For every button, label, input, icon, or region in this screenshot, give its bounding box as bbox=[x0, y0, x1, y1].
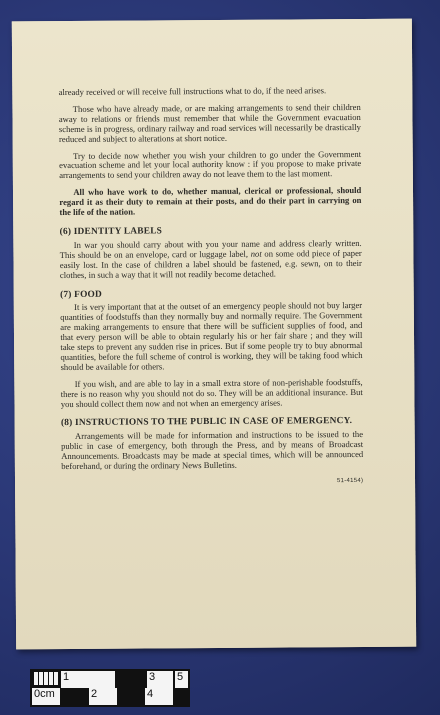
print-code: 51-4154) bbox=[336, 477, 364, 485]
scale-dark-1 bbox=[61, 688, 89, 705]
section-heading-instructions: (8) INSTRUCTIONS TO THE PUBLIC IN CASE OF EMERGENCY. bbox=[60, 416, 353, 429]
scale-label-5: 5 bbox=[175, 671, 188, 688]
scale-label-1: 1 bbox=[61, 671, 115, 688]
scale-bar bbox=[30, 669, 190, 707]
section-heading-identity-labels: (6) IDENTITY LABELS bbox=[59, 226, 163, 238]
scale-dark-3 bbox=[173, 688, 188, 705]
identity-text-before: In war you should carry about with you your name and address clearly written. This should be on an envelope, card or luggage label, bbox=[59, 237, 362, 260]
scale-dark-2 bbox=[117, 688, 145, 705]
paragraph-food-1: It is very important that at the outset of an emergency people should not buy larger quantities of foodstuffs than they normally buy and normally require. The Government are making arrangements to ensure that there will be sufficient supplies of food, and that every person will be able to obtain regularly his or her fair share ; and they will take steps to prevent any sudden rise in prices. But if some people try to buy abnormal quantities, before the full scheme of control is working, they will be taking food which should be available for others. bbox=[60, 300, 363, 372]
paragraph-food-2: If you wish, and are able to lay in a small extra store of non-perishable foodstuffs, there is no reason why you should not do so. They will be an additional insurance. But you should collect them now and not when an emergency arises. bbox=[60, 376, 363, 409]
scale-label-3: 3 bbox=[147, 671, 173, 688]
identity-emphasis: not bbox=[250, 248, 262, 259]
document-text bbox=[59, 86, 364, 489]
scale-label-4: 4 bbox=[145, 688, 173, 705]
paragraph-identity-labels bbox=[60, 239, 362, 281]
identity-text-after: on some odd piece of paper easily lost. In the case of children a label should be fastened, e.g. sewn, on to their clothes, in such a way that it will not readily become detached. bbox=[59, 247, 362, 280]
scale-label-0cm: 0cm bbox=[32, 688, 60, 705]
scale-ticks bbox=[33, 672, 59, 685]
paragraph-private-arrangements: Those who have already made, or are making arrangements to send their children away to relations or friends must remember that while the Government evacuation scheme is in progress, ordinary railway and road services will necessarily be drastically reduced and subject to alterations at short notice. bbox=[58, 101, 361, 144]
section-heading-food: (7) FOOD bbox=[60, 289, 103, 300]
paragraph-continued: already received or will receive full instructions what to do, if the need arises. bbox=[58, 85, 327, 98]
paragraph-remain-at-posts: All who have work to do, whether manual, clerical or professional, should regard it as their duty to remain at their posts, and do their part in carrying on the life of the nation. bbox=[59, 185, 362, 218]
scale-label-2: 2 bbox=[89, 688, 117, 705]
scale-label-3-dark bbox=[117, 671, 147, 688]
paragraph-decide-now: Try to decide now whether you wish your children to go under the Government evacuation scheme and let your local authority know : if you propose to make private arrangements to send your children away do not leave them to the last moment. bbox=[59, 148, 362, 181]
paragraph-instructions: Arrangements will be made for information and instructions to be issued to the public in case of emergency, both through the Press, and by means of Broadcast Announcements. Broadcasts may be made at special times, which will be announced beforehand, or during the ordinary News Bulletins. bbox=[61, 429, 364, 472]
